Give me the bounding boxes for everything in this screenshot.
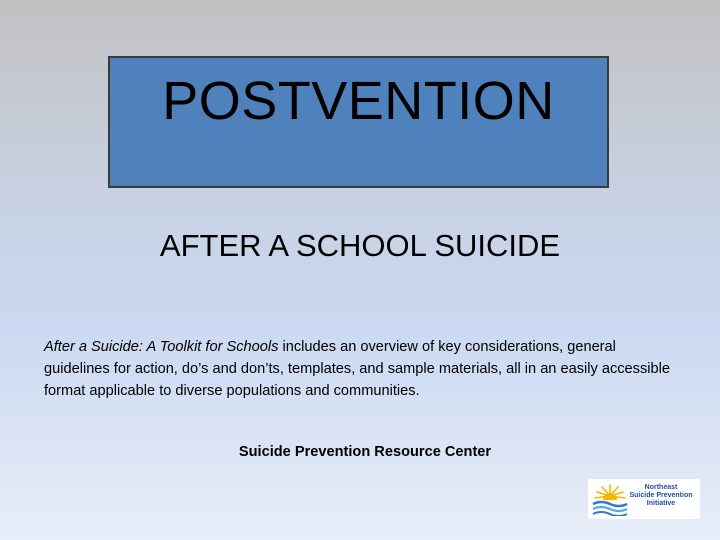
logo-line: Northeast xyxy=(644,484,678,491)
slide-subtitle: AFTER A SCHOOL SUICIDE xyxy=(159,228,561,263)
title-box xyxy=(108,56,609,188)
logo-line: Initiative xyxy=(646,500,676,507)
source-credit: Suicide Prevention Resource Center xyxy=(238,444,492,460)
description-text: includes an overview of key considerations, general guidelines for action, do’s and don’ts, templates, and sample materials, all in an easily accessible format applicable to diverse populations and communities. xyxy=(44,339,670,399)
sunrise-wave-icon xyxy=(592,482,628,516)
logo-text xyxy=(626,484,696,508)
slide-title: POSTVENTION xyxy=(162,71,555,131)
initiative-logo xyxy=(588,479,700,519)
logo-line: Suicide Prevention xyxy=(629,492,693,499)
toolkit-title: After a Suicide: A Toolkit for Schools xyxy=(44,339,279,355)
description-paragraph xyxy=(44,336,684,402)
